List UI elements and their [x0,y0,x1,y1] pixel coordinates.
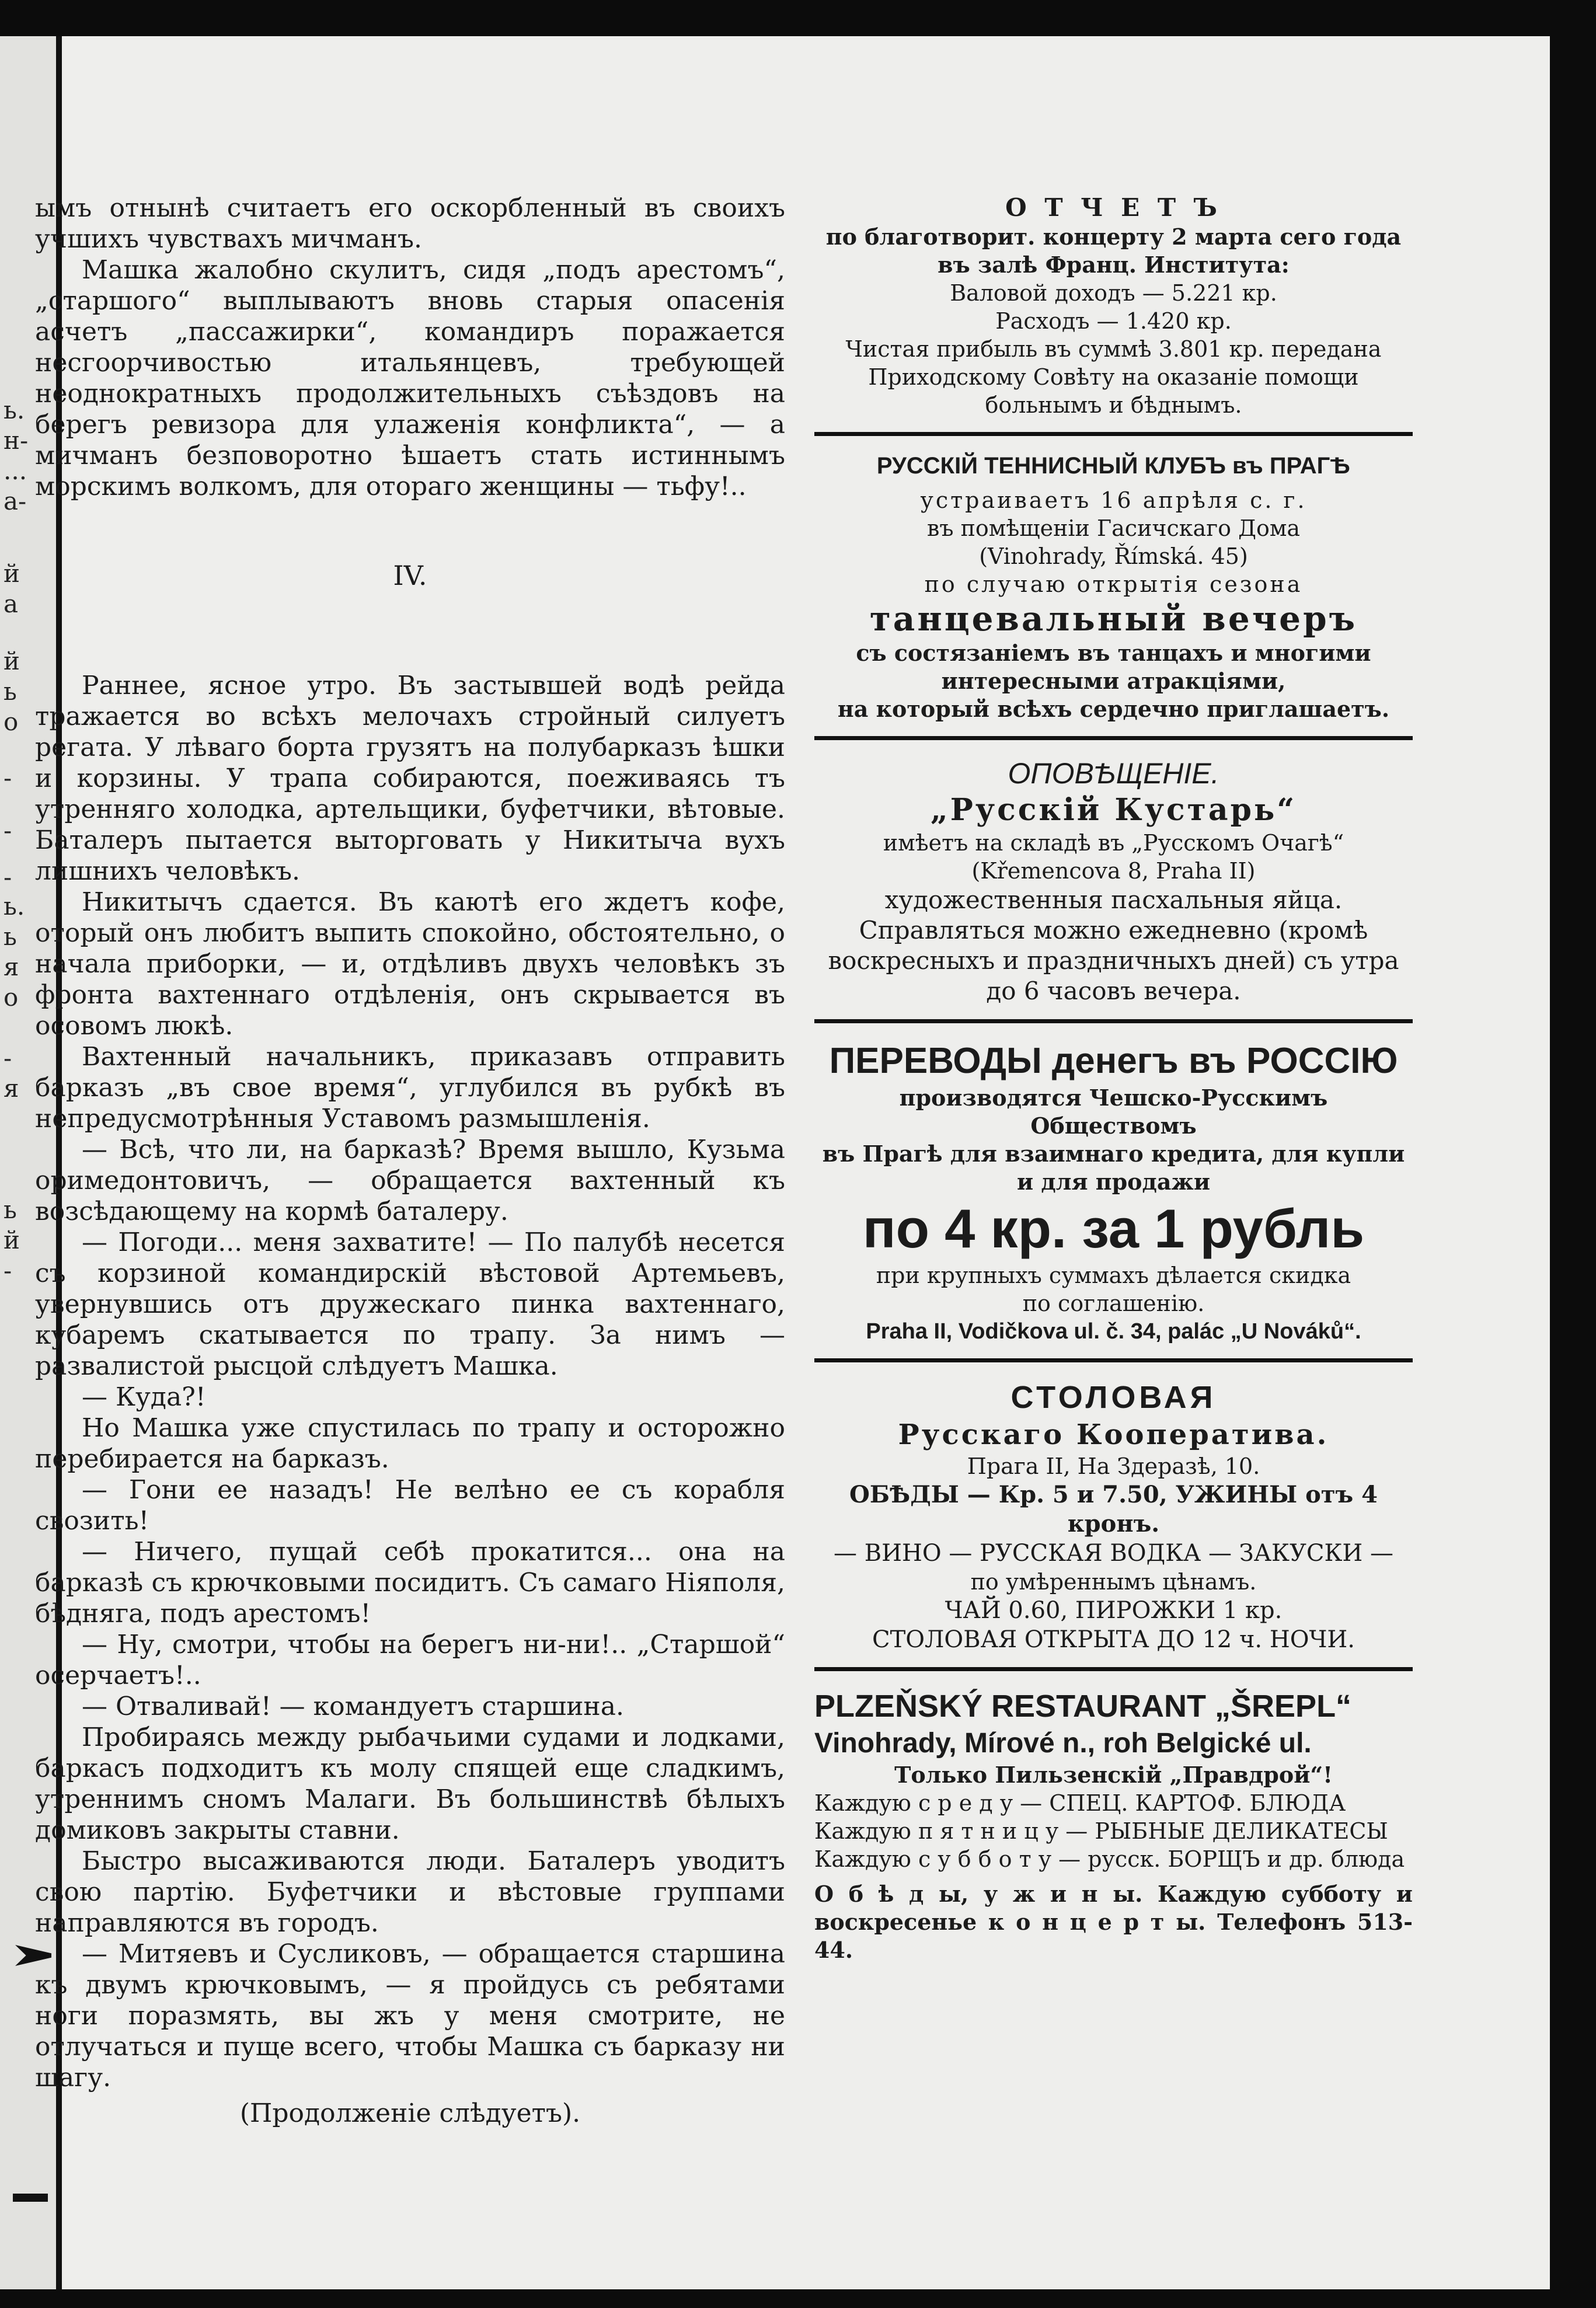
tennis-address: (Vinohrady, Římská. 45) [979,543,1248,569]
edge-fragment: ... [4,456,27,485]
edge-fragment: я [4,1074,19,1103]
canteen-title: СТОЛОВАЯ [1010,1380,1217,1415]
edge-fragment: о [4,983,19,1012]
kustar-name: „Русскій Кустарь“ [930,792,1297,828]
edge-fragment: н- [4,426,29,455]
report-net: Чистая прибыль въ суммѣ 3.801 кр. передана Приходскому Совѣту на оказаніе помощи больнымъ и бѣднымъ. [845,336,1382,418]
edge-fragment: й [4,1226,20,1254]
story-paragraph: — Митяевъ и Сусликовъ, — обращается старшина къ двумъ крючковымъ, — я пройдусь съ ребятами ноги поразмять, вы жъ у меня смотрите, не отлучаться и пуще всего, чтобы Машка съ барказу ни шагу. [35,1939,785,2093]
edge-fragment: я [4,953,19,981]
story-paragraph: Раннее, ясное утро. Въ застывшей водѣ рейда тражается во всѣхъ мелочахъ стройный силуетъ регата. У лѣваго борта грузятъ на полубарказъ ѣшки и корзины. У трапа собираются, поеживаясь тъ утренняго холодка, артельщики, буфетчики, вѣтовые. Баталеръ пытается выторговать у Никитыча вухъ лишнихъ человѣкъ. [35,671,785,886]
report-expense: Расходъ — 1.420 кр. [995,308,1232,334]
divider [814,1358,1413,1362]
tennis-place: въ помѣщеніи Гасичскаго Дома [926,515,1301,541]
transfer-line: и для продажи [1016,1169,1211,1195]
story-paragraph: Вахтенный начальникъ, приказавъ отправить барказъ „въ свое время“, углубился въ рубкѣ въ непредусмотрѣнныя Уставомъ размышленія. [35,1042,785,1134]
restaurant-ad [814,1686,1413,1964]
edge-fragment: ь. [4,396,25,424]
story-paragraph: — Отваливай! — командуетъ старшина. [82,1692,624,1721]
story-paragraph: — Погоди... меня захватите! — По палубѣ несется съ корзиной командирскій вѣстовой Артемьевъ, увернувшись отъ дружескаго пинка вахтеннаго, кубаремъ скатывается по трапу. За нимъ — развалистой рысцой слѣдуетъ Машка. [35,1228,785,1381]
story-paragraph: — Гони ее назадъ! Не велѣно ее съ корабля свозить! [35,1475,785,1536]
edge-fragment: о [4,707,19,736]
kustar-heading: ОПОВѢЩЕНІЕ. [1008,757,1219,790]
story-paragraph: — Всѣ, что ли, на барказѣ? Время вышло, Кузьма оримедонтовичъ, — обращается вахтенный къ возсѣдающему на кормѣ баталеру. [35,1135,785,1226]
edge-fragment: ь [4,922,17,951]
kustar-notice [814,755,1413,1006]
canteen-ad [814,1378,1413,1654]
tennis-event: танцевальный вечеръ [869,599,1358,639]
edge-fragment: а [4,590,19,618]
notices-column [814,193,1413,1964]
story-paragraph: Быстро высаживаются люди. Баталеръ уводитъ свою партію. Буфетчики и вѣстовые группами направляются въ городъ. [35,1846,785,1938]
restaurant-wednesday: Каждую с р е д у — СПЕЦ. КАРТОФ. БЛЮДА [814,1790,1346,1816]
tennis-arranges: устраиваетъ 16 апрѣля с. г. [920,487,1307,513]
edge-fragment: - [4,763,12,792]
restaurant-closing: О б ѣ д ы, у ж и н ы. Каждую субботу и воскресенье к о н ц е р т ы. Телефонъ 513-44. [814,1881,1413,1963]
canteen-prices: по умѣреннымъ цѣнамъ. [970,1569,1257,1595]
report-line: по благотворит. концерту 2 марта сего года [825,224,1402,250]
story-paragraph: Но Машка уже спустилась по трапу и осторожно перебирается на барказъ. [35,1413,785,1474]
kustar-line: Справляться можно ежедневно (кромѣ воскресныхъ и праздничныхъ дней) съ утра до 6 часовъ вечера. [828,916,1399,1005]
edge-fragment: - [4,1256,12,1285]
tennis-title: РУССКІЙ ТЕННИСНЫЙ КЛУБЪ въ ПРАГѢ [876,453,1351,479]
report-gross: Валовой доходъ — 5.221 кр. [950,280,1277,306]
transfer-rate: по 4 кр. за 1 рубль [862,1198,1365,1259]
concert-report [814,193,1413,419]
story-paragraph: Никитычъ сдается. Въ каютѣ его ждетъ кофе, оторый онъ любитъ выпить спокойно, обстоятельно, о начала приборки, — и, отдѣливъ двухъ человѣкъ зъ фронта вахтеннаго отдѣленія, онъ скрывается въ осовомъ люкѣ. [35,887,785,1041]
tennis-occasion: по случаю открытія сезона [924,571,1303,597]
story-column [35,193,785,2129]
story-paragraph: — Ну, смотри, чтобы на берегъ ни-ни!.. „Старшой“ осерчаетъ!.. [35,1630,785,1690]
kustar-line: художественныя пасхальныя яйца. [884,885,1343,914]
edge-fragment: й [4,559,20,588]
restaurant-title: PLZEŇSKÝ RESTAURANT „ŠREPL“ [814,1689,1352,1724]
edge-fragment: - [4,816,12,845]
restaurant-saturday: Каждую с у б б о т у — русск. БОРЩЪ и др. блюда [814,1846,1405,1872]
story-paragraph: Машка жалобно скулитъ, сидя „подъ арестомъ“, „старшого“ выплываютъ вновь старыя опасенія асчетъ „пассажирки“, командиръ поражается несгоорчивостью итальянцевъ, требующей неоднократныхъ продолжительныхъ съѣздовъ на берегъ ревизора для улаженія конфликта“, — а мичманъ безповоротно ѣшаетъ стать истиннымъ морскимъ волкомъ, для отораго женщины — тьфу!.. [35,255,785,501]
canteen-address: Прага II, На Здеразѣ, 10. [967,1453,1260,1479]
divider [814,736,1413,740]
canteen-drinks: — ВИНО — РУССКАЯ ВОДКА — ЗАКУСКИ — [833,1540,1394,1567]
tennis-details: интересными атракціями, [941,668,1286,694]
binding-mark [13,2194,48,2202]
canteen-subtitle: Русскаго Кооператива. [898,1418,1329,1451]
restaurant-friday: Каждую п я т н и ц у — РЫБНЫЕ ДЕЛИКАТЕСЫ [814,1818,1388,1844]
report-line: въ залѣ Франц. Института: [938,252,1290,278]
restaurant-address: Vinohrady, Mírové n., roh Belgické ul. [814,1728,1312,1759]
kustar-line: имѣетъ на складѣ въ „Русскомъ Очагѣ“ [883,830,1344,856]
edge-fragment: - [4,863,12,891]
edge-fragment: - [4,1044,12,1072]
continued-note: (Продолженіе слѣдуетъ). [239,2098,581,2128]
edge-fragment: а- [4,487,27,515]
chapter-heading: IV. [393,560,427,591]
report-title: О Т Ч Е Т Ъ [1005,193,1222,222]
story-paragraph: — Ничего, пущай себѣ прокатится... она на барказѣ съ крючковыми посидитъ. Съ самаго Ніяполя, бѣдняга, подъ арестомъ! [35,1537,785,1629]
transfer-line: въ Прагѣ для взаимнаго кредита, для купли [822,1141,1405,1167]
transfer-line: производятся Чешско-Русскимъ Обществомъ [899,1085,1328,1139]
edge-fragment: ь [4,1195,17,1224]
canteen-meals: ОБѢДЫ — Кр. 5 и 7.50, УЖИНЫ отъ 4 кронъ. [849,1481,1378,1537]
edge-fragment: й [4,647,20,675]
canteen-hours: СТОЛОВАЯ ОТКРЫТА ДО 12 ч. НОЧИ. [872,1626,1355,1653]
transfer-discount: по соглашенію. [1022,1291,1205,1316]
edge-fragment: ь [4,677,17,706]
money-transfer-ad [814,1038,1413,1345]
tennis-invite: на который всѣхъ сердечно приглашаетъ. [837,696,1390,722]
divider [814,1019,1413,1023]
story-paragraph: — Куда?! [82,1382,206,1412]
transfer-title: ПЕРЕВОДЫ денегъ въ РОССІЮ [829,1041,1398,1081]
story-paragraph: Пробираясь между рыбачьими судами и лодками, баркасъ подходитъ къ молу спящей еще сладкимъ, утреннимъ сномъ Малаги. Въ большинствѣ бѣлыхъ домиковъ закрыты ставни. [35,1723,785,1845]
tennis-club-notice [814,451,1413,723]
divider [814,432,1413,436]
tennis-details: съ состязаніемъ въ танцахъ и многими [856,640,1371,666]
transfer-address: Praha II, Vodičkova ul. č. 34, palác „U Nováků“. [866,1319,1361,1344]
restaurant-beer: Только Пильзенскій „Правдрой“! [894,1762,1333,1788]
transfer-discount: при крупныхъ суммахъ дѣлается скидка [876,1263,1351,1288]
story-paragraph: ымъ отнынѣ считаетъ его оскорбленный въ своихъ учшихъ чувствахъ мичманъ. [35,193,785,254]
canteen-tea: ЧАЙ 0.60, ПИРОЖКИ 1 кр. [945,1597,1283,1624]
divider [814,1667,1413,1671]
kustar-line: (Křemencova 8, Praha II) [971,858,1256,884]
edge-fragment: ь. [4,892,25,921]
